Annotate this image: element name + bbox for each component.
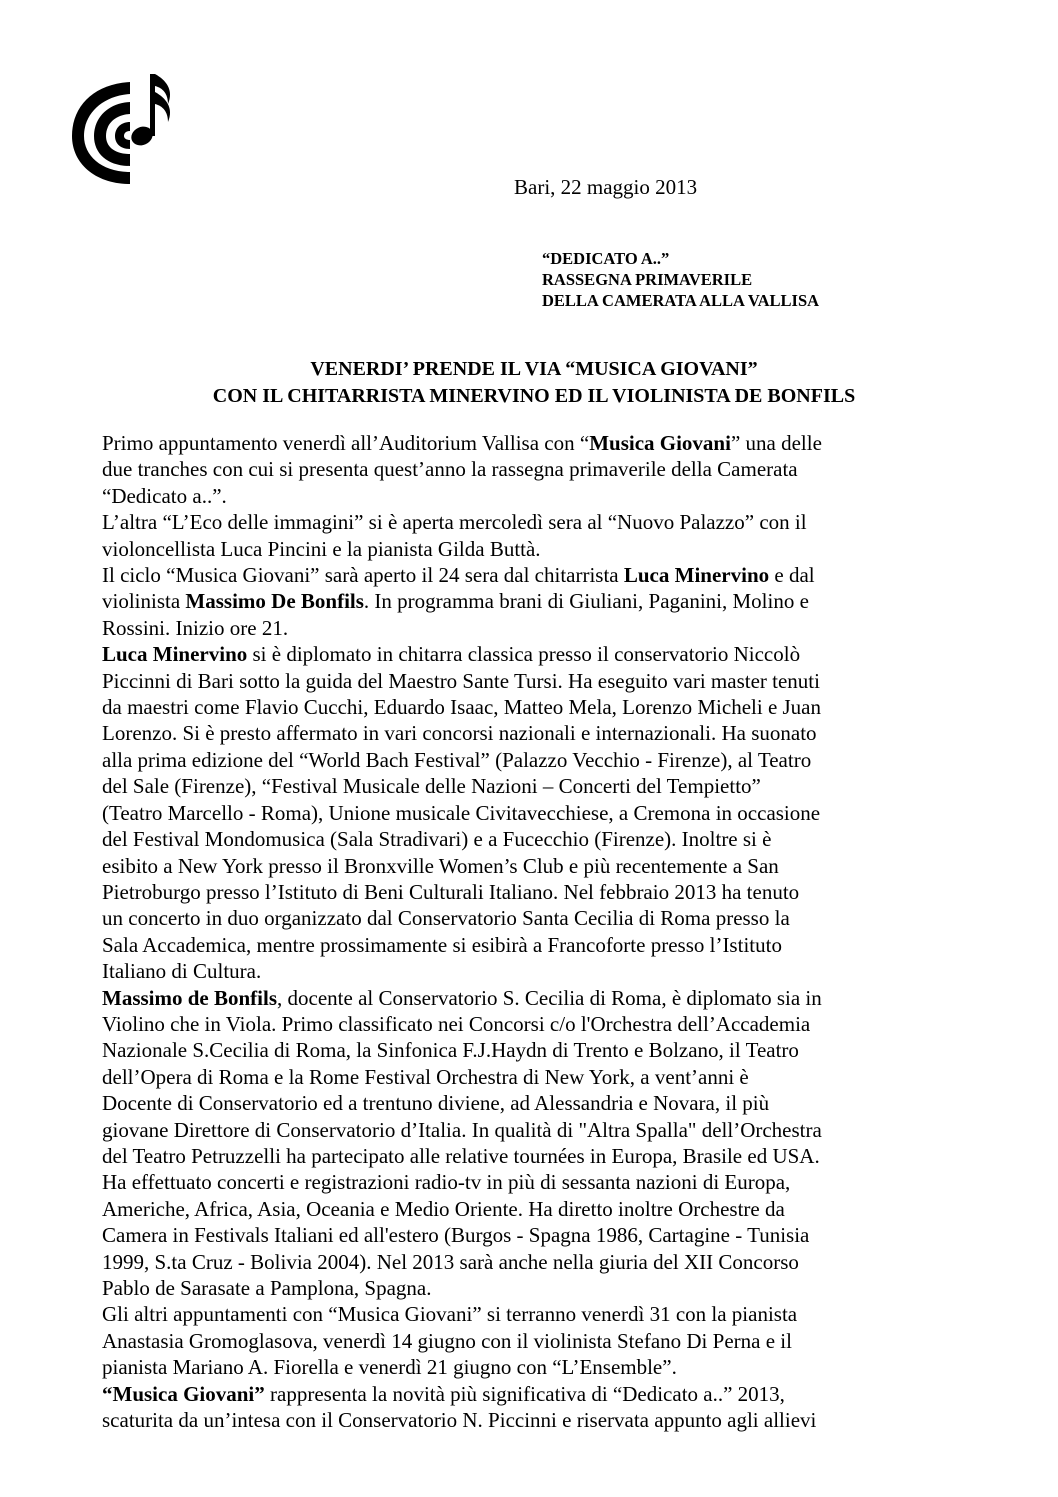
- paragraph-intro: Primo appuntamento venerdì all’Auditorium Vallisa con “Musica Giovani” una delle due tranches con cui si presenta quest’anno la rassegna primaverile della Camerata “Dedicato a..”.: [102, 431, 822, 508]
- paragraph-other-dates: Gli altri appuntamenti con “Musica Giovani” si terranno venerdì 31 con la pianista Anastasia Gromoglasova, venerdì 14 giugno con il violinista Stefano Di Perna e il pianista Mariano A. Fiorella e venerdì 21 giugno con “L’Ensemble”.: [102, 1302, 798, 1380]
- headline-line: VENERDI’ PRENDE IL VIA “MUSICA GIOVANI”: [310, 358, 758, 380]
- paragraph-novelty: “Musica Giovani” rappresenta la novità più significativa di “Dedicato a..” 2013, scaturita da un’intesa con il Conservatorio N. Piccinni e riservata appunto agli allievi: [102, 1381, 817, 1433]
- logo: [68, 60, 178, 188]
- dateline: Bari, 22 maggio 2013: [514, 175, 698, 199]
- event-line: DELLA CAMERATA ALLA VALLISA: [542, 291, 820, 310]
- headline-line: CON IL CHITARRISTA MINERVINO ED IL VIOLINISTA DE BONFILS: [212, 385, 856, 407]
- event-title-block: [542, 248, 819, 311]
- event-line: RASSEGNA PRIMAVERILE: [542, 270, 753, 289]
- paragraph-program: Il ciclo “Musica Giovani” sarà aperto il 24 sera dal chitarrista Luca Minervino e dal violinista Massimo De Bonfils. In programma brani di Giuliani, Paganini, Molino e Rossini. Inizio ore 21.: [102, 563, 815, 640]
- headline: [100, 356, 968, 410]
- article-body: [102, 430, 964, 1433]
- event-line: “DEDICATO A..”: [542, 249, 670, 268]
- paragraph-minervino-bio: Luca Minervino si è diplomato in chitarra classica presso il conservatorio Niccolò Piccinni di Bari sotto la guida del Maestro Sante Tursi. Ha eseguito vari master tenuti da maestri come Flavio Cucchi, Eduardo Isaac, Matteo Mela, Lorenzo Micheli e Juan Lorenzo. Si è presto affermato in vari concorsi nazionali e internazionali. Ha suonato alla prima edizione del “World Bach Festival” (Palazzo Vecchio - Firenze), al Teatro del Sale (Firenze), “Festival Musicale delle Nazioni – Concerti del Tempietto” (Teatro Marcello - Roma), Unione musicale Civitavecchiese, a Cremona in occasione del Festival Mondomusica (Sala Stradivari) e a Fucecchio (Firenze). Inoltre si è esibito a New York presso il Bronxville Women’s Club e più recentemente a San Pietroburgo presso l’Istituto di Beni Culturali Italiano. Nel febbraio 2013 ha tenuto un concerto in duo organizzato dal Conservatorio Santa Cecilia di Roma presso la Sala Accademica, mentre prossimamente si esibirà a Francoforte presso l’Istituto Italiano di Cultura.: [102, 642, 822, 984]
- camerata-logo-icon: [68, 60, 178, 188]
- paragraph-eco: L’altra “L’Eco delle immagini” si è aperta mercoledì sera al “Nuovo Palazzo” con il violoncellista Luca Pincini e la pianista Gilda Buttà.: [102, 510, 807, 561]
- paragraph-debonfils-bio: Massimo de Bonfils, docente al Conservatorio S. Cecilia di Roma, è diplomato sia in Violino che in Viola. Primo classificato nei Concorsi c/o l'Orchestra dell’Accademia Nazionale S.Cecilia di Roma, la Sinfonica F.J.Haydn di Trento e Bolzano, il Teatro dell’Opera di Roma e la Rome Festival Orchestra di New York, a vent’anni è Docente di Conservatorio ed a trentuno diviene, ad Alessandria e Novara, il più giovane Direttore di Conservatorio d’Italia. In qualità di "Altra Spalla" dell’Orchestra del Teatro Petruzzelli ha partecipato alle relative tournées in Europa, Brasile ed USA. Ha effettuato concerti e registrazioni radio-tv in più di sessanta nazioni di Europa, Americhe, Africa, Asia, Oceania e Medio Oriente. Ha diretto inoltre Orchestre da Camera in Festivals Italiani ed all'estero (Burgos - Spagna 1986, Cartagine - Tunisia 1999, S.ta Cruz - Bolivia 2004). Nel 2013 sarà anche nella giuria del XII Concorso Pablo de Sarasate a Pamplona, Spagna.: [102, 985, 822, 1300]
